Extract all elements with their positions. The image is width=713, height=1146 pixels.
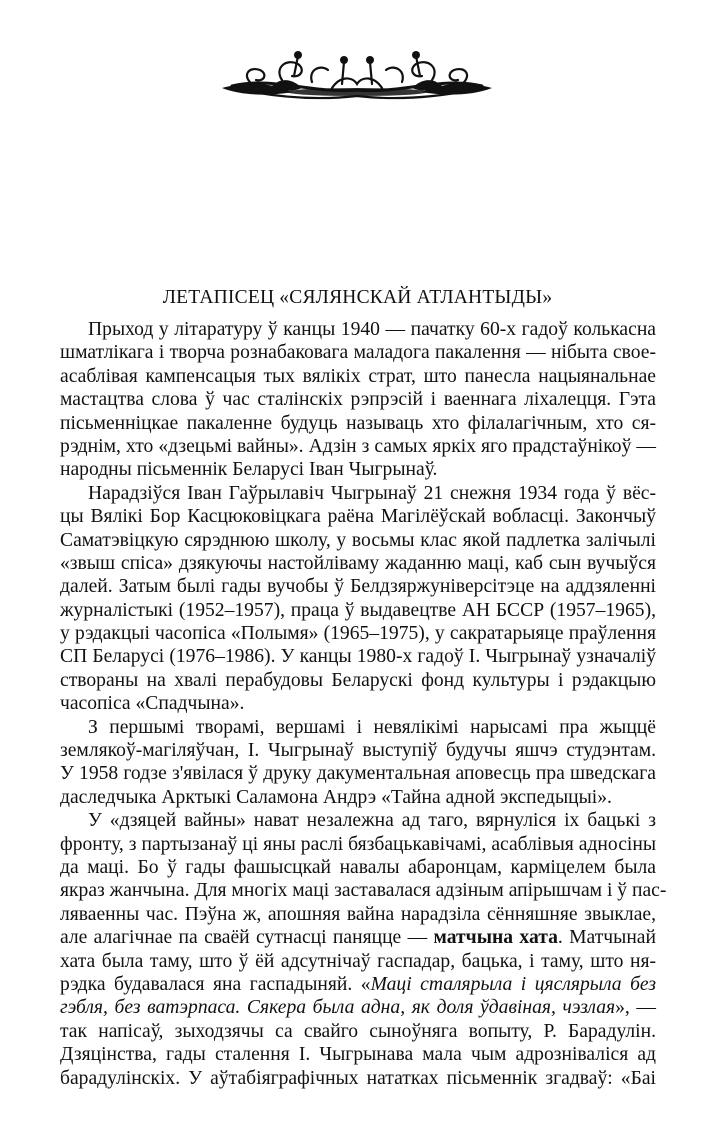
text-line <box>60 996 656 1019</box>
italic-quote: гэбля, без ватэрпаса. Сякера была адна, як доля ўдавіная, чэзлая <box>60 997 616 1019</box>
body-text <box>60 318 667 1090</box>
text-line: народны пісьменнік Беларусі Іван Чыгрынаў. <box>60 459 438 481</box>
text-segment: але алагічнае па сваёй сутнасці паняцце — <box>60 927 434 949</box>
text-line: даследчыка Арктыкі Саламона Андрэ «Тайна адной экспедыцыі». <box>60 786 612 808</box>
text-line: рэднім, хто «дзецьмі вайны». Адзін з самых яркіх яго прадстаўнікоў — <box>60 435 656 457</box>
text-line: Прыход у літаратуру ў канцы 1940 — пачатку 60-х гадоў колькасна <box>88 319 656 340</box>
text-line: так напісаў, зыходзячы са свайго сыноўняга вопыту, Р. Барадулін. <box>60 1020 656 1042</box>
text-line: створаны на хвалі перабудовы Беларускі фонд культуры і рэдакцыю <box>60 669 656 691</box>
text-line: пісьменніцкае пакаленне будуць называць хто філалагічным, хто ся- <box>60 412 656 434</box>
text-line: У 1958 годзе з'явілася ў друку дакументальная аповесць пра шведскага <box>60 763 656 785</box>
text-line: мастацтва слова ў час сталінскіх рэпрэсій і ваеннага ліхалецця. Гэта <box>60 389 656 411</box>
text-line: фронту, з партызанаў ці яны раслі бязбацькавічамі, асаблівыя адносіны <box>60 833 656 855</box>
text-line: да маці. Бо ў гады фашысцкай навалы абаронцам, карміцелем была <box>60 856 656 878</box>
text-line: асаблівая кампенсацыя тых вялікіх страт, што панесла нацыянальнае <box>60 365 656 387</box>
text-line <box>60 926 656 949</box>
italic-quote: Маці сталярыла і цяслярыла без <box>370 973 657 995</box>
text-line: землякоў-магіляўчан, І. Чыгрынаў выступіў будучы яшчэ студэнтам. <box>60 740 656 762</box>
text-line: якраз жанчына. Для многіх маці заставалася адзіным апірышчам і ў пас- <box>60 880 667 902</box>
text-line: З першымі творамі, вершамі і невялікімі нарысамі пра жыццё <box>88 716 656 738</box>
text-line: ляваенны час. Пэўна ж, апошняя вайна нарадзіла сённяшняе звыклае, <box>60 903 656 925</box>
text-line: Саматэвіцкую сярэднюю школу, у восьмы клас якой падлетка залічылі <box>60 529 656 551</box>
text-segment: », — <box>615 997 657 1019</box>
text-line: барадулінскіх. У аўтабіяграфічных нататках пісьменнік згадваў: «Баі <box>60 1067 656 1089</box>
text-line: далей. Затым былі гады вучобы ў Белдзяржуніверсітэце на аддзяленні <box>60 576 656 598</box>
text-segment: . Матчынай <box>557 927 656 949</box>
text-line: у рэдакцыі часопіса «Полымя» (1965–1975), у сакратарыяце праўлення <box>60 623 656 645</box>
bold-term: матчына хата <box>433 927 558 949</box>
text-line <box>60 973 656 996</box>
text-line: шматлікага і творча рознабаковага маладога пакалення — нібыта свое- <box>60 342 656 364</box>
ornament-vignette-icon <box>212 46 502 104</box>
text-line: «звыш спіса» дзякуючы настойліваму жаданню маці, каб сын вучыўся <box>60 552 656 574</box>
text-line: журналістыкі (1952–1957), праца ў выдавецтве АН БССР (1957–1965), <box>60 599 656 621</box>
chapter-title: ЛЕТАПІСЕЦ «СЯЛЯНСКАЙ АТЛАНТЫДЫ» <box>162 287 553 308</box>
text-line: У «дзяцей вайны» нават незалежна ад таго, вярнуліся іх бацькі з <box>88 810 656 832</box>
text-line: часопіса «Спадчына». <box>60 693 245 715</box>
text-line: Нарадзіўся Іван Гаўрылавіч Чыгрынаў 21 снежня 1934 года ў вёс- <box>88 482 656 504</box>
text-line: хата была таму, што ў ёй адсутнічаў гаспадар, бацька, і таму, што ня- <box>60 950 656 972</box>
text-line: цы Вялікі Бор Касцюковіцкага раёна Магілёўскай вобласці. Закончыў <box>60 506 656 528</box>
text-line: Дзяцінства, гады сталення І. Чыгрынава мала чым адрозніваліся ад <box>60 1044 656 1066</box>
text-segment: рэдка будавалася яна гаспадыняй. « <box>60 973 371 995</box>
text-line: СП Беларусі (1976–1986). У канцы 1980-х гадоў І. Чыгрынаў узначаліў <box>60 646 656 668</box>
